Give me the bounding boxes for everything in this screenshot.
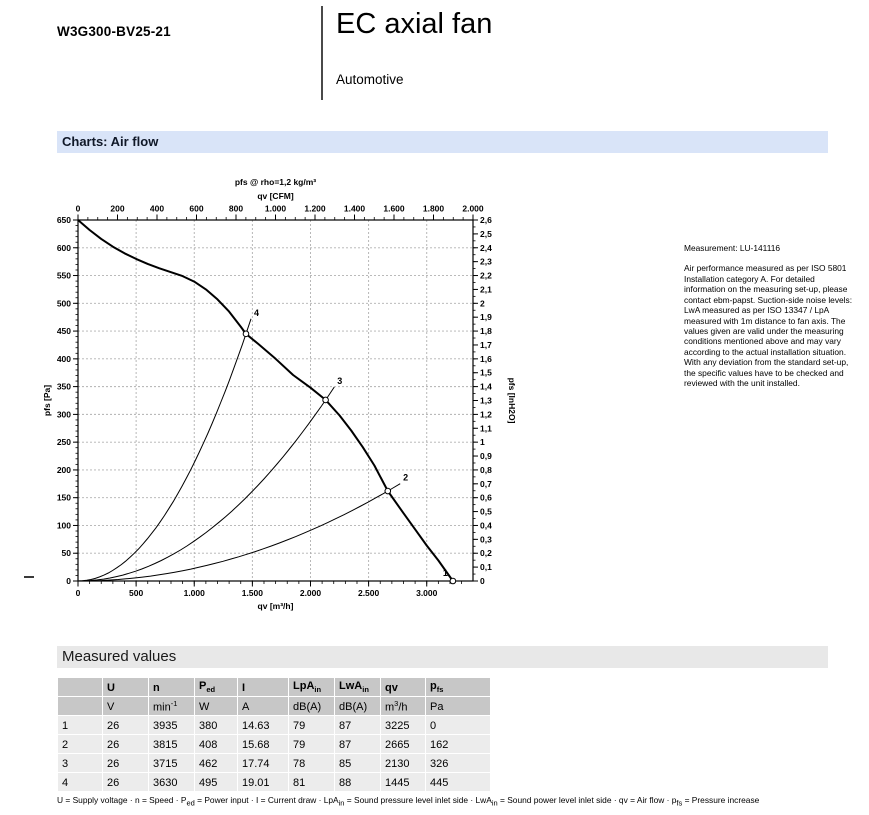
svg-text:1,7: 1,7 [480,339,492,350]
unit-I: A [238,697,288,715]
svg-text:550: 550 [56,270,71,281]
table-row [58,735,490,753]
unit-blank [58,697,102,715]
measurement-disclaimer: Air performance measured as per ISO 5801 Installation category A. For detailed information on the measuring set-up, please contact ebm-papst. Suction-side noise levels: LwA measured as per ISO 13347 / LpA measured with 1m distance to fan axis. The values given are valid under the measuring conditions mentioned above and may vary according to the actual installation situation. With any deviation from the standard set-up, the specific values have to be checked and reviewed with the unit installed. [684,263,853,389]
svg-text:1,1: 1,1 [480,423,492,434]
cell-pfs: 162 [426,735,490,753]
svg-text:1,3: 1,3 [480,395,492,406]
svg-text:450: 450 [56,326,71,337]
cell-U: 26 [103,754,148,772]
svg-text:pfs @ rho=1,2 kg/m³: pfs @ rho=1,2 kg/m³ [234,177,317,187]
svg-text:50: 50 [61,548,71,559]
cell-LwAin: 87 [335,716,380,734]
svg-text:2,4: 2,4 [480,242,492,253]
cell-I: 19.01 [238,773,288,791]
svg-text:1.000: 1.000 [183,588,205,598]
cell-qv: 2130 [381,754,425,772]
svg-text:0: 0 [480,576,485,586]
header-pfs: $p_{fs}$ [426,678,490,696]
svg-text:1,9: 1,9 [480,312,492,323]
cell-LpAin: 79 [289,735,334,753]
cell-U: 26 [103,773,148,791]
page-fold-marker [24,576,34,578]
table-row [58,773,490,791]
unit-LpAin: dB(A) [289,697,334,715]
svg-text:1,5: 1,5 [480,367,492,378]
cell-qv: 2665 [381,735,425,753]
page-title: EC axial fan [336,8,493,40]
table-units-row [58,697,490,715]
measured-values-table [57,677,491,792]
svg-text:4: 4 [254,307,260,318]
svg-text:0,5: 0,5 [480,506,492,517]
svg-text:0,2: 0,2 [480,548,492,559]
svg-text:200: 200 [56,464,71,475]
cell-I: 15.68 [238,735,288,753]
svg-text:qv [m³/h]: qv [m³/h] [257,601,294,611]
svg-text:600: 600 [189,203,204,214]
cell-I: 14.63 [238,716,288,734]
cell-n: 3715 [149,754,194,772]
svg-text:0,4: 0,4 [480,520,492,531]
cell-n: 3815 [149,735,194,753]
row-id: 4 [58,773,102,791]
svg-text:200: 200 [110,203,125,214]
svg-text:100: 100 [56,520,71,531]
cell-Ped: 408 [195,735,237,753]
table-row [58,754,490,772]
header-Ped: $P_{ed}$ [195,678,237,696]
svg-text:0,6: 0,6 [480,492,492,503]
header-divider [321,6,323,100]
svg-text:500: 500 [56,298,71,309]
table-header-row [58,678,490,696]
cell-LpAin: 81 [289,773,334,791]
header-I: I [238,678,288,696]
svg-text:1.600: 1.600 [383,203,405,214]
measurement-id: Measurement: LU-141116 [684,243,781,253]
svg-text:500: 500 [129,588,144,598]
header-LpAin: LpA$_{in}$ [289,678,334,696]
unit-n: $\min^{-1}$ [149,697,194,715]
cell-pfs: 0 [426,716,490,734]
svg-text:0: 0 [66,576,71,586]
svg-text:2.500: 2.500 [357,588,380,598]
unit-Ped: W [195,697,237,715]
unit-pfs: Pa [426,697,490,715]
svg-text:1.500: 1.500 [241,588,264,598]
svg-text:1,8: 1,8 [480,326,492,337]
svg-text:2.000: 2.000 [299,588,322,598]
header-LwAin: LwA$_{in}$ [335,678,380,696]
cell-qv: 1445 [381,773,425,791]
svg-text:pfs [InH2O]: pfs [InH2O] [507,377,517,424]
svg-text:pfs [Pa]: pfs [Pa] [42,384,52,417]
header-blank [58,678,102,696]
unit-U: V [103,697,148,715]
svg-text:350: 350 [56,381,71,392]
row-id: 3 [58,754,102,772]
airflow-chart [38,170,518,615]
svg-text:2,3: 2,3 [480,256,492,267]
cell-pfs: 326 [426,754,490,772]
measurement-notes [684,243,858,388]
svg-text:qv [CFM]: qv [CFM] [257,191,294,201]
svg-text:400: 400 [149,203,165,214]
svg-text:1: 1 [480,437,485,448]
svg-text:2,2: 2,2 [480,270,492,281]
svg-text:0: 0 [75,203,81,214]
cell-Ped: 495 [195,773,237,791]
cell-Ped: 462 [195,754,237,772]
page-subtitle: Automotive [336,72,404,87]
cell-LwAin: 88 [335,773,380,791]
svg-text:2,1: 2,1 [480,284,492,295]
airflow-chart-container [38,170,518,615]
table-row [58,716,490,734]
svg-text:2.000: 2.000 [462,203,484,214]
svg-text:2: 2 [480,298,485,309]
svg-text:1: 1 [442,568,448,578]
header-U: U [103,678,148,696]
svg-text:400: 400 [56,353,71,364]
svg-text:0,1: 0,1 [480,562,492,573]
cell-LwAin: 87 [335,735,380,753]
legend-footnote: U = Supply voltage · n = Speed · $P_{ed}$ = Power input · I = Current draw · LpA$_{in}$ = Sound pressure level inlet side · LwA$_{in}$ = Sound power level inlet side · qv = Air flow · $p_{fs}$ = Pressure increase [57,795,760,808]
cell-Ped: 380 [195,716,237,734]
model-number: W3G300-BV25-21 [57,24,171,39]
cell-qv: 3225 [381,716,425,734]
svg-text:1.800: 1.800 [422,203,445,214]
cell-LwAin: 85 [335,754,380,772]
cell-U: 26 [103,716,148,734]
cell-LpAin: 78 [289,754,334,772]
section-header-measured: Measured values [57,646,828,668]
svg-text:0,7: 0,7 [480,478,492,489]
cell-I: 17.74 [238,754,288,772]
cell-LpAin: 79 [289,716,334,734]
header-n: n [149,678,194,696]
svg-text:2: 2 [403,472,409,483]
svg-text:150: 150 [56,492,71,503]
cell-n: 3630 [149,773,194,791]
svg-text:300: 300 [56,409,71,420]
svg-text:1,6: 1,6 [480,353,492,364]
svg-text:2,5: 2,5 [480,228,492,239]
svg-text:1,4: 1,4 [480,381,492,392]
cell-U: 26 [103,735,148,753]
svg-text:1,2: 1,2 [480,409,492,420]
svg-text:3: 3 [337,376,343,387]
svg-text:250: 250 [56,437,71,448]
svg-text:800: 800 [228,203,244,214]
svg-text:0,9: 0,9 [480,451,492,462]
svg-text:1.200: 1.200 [304,203,326,214]
header-qv: qv [381,678,425,696]
svg-text:0,8: 0,8 [480,464,492,475]
section-header-charts: Charts: Air flow [57,131,828,153]
cell-n: 3935 [149,716,194,734]
row-id: 1 [58,716,102,734]
unit-LwAin: dB(A) [335,697,380,715]
svg-text:2,6: 2,6 [480,215,492,225]
svg-text:600: 600 [56,242,71,253]
cell-pfs: 445 [426,773,490,791]
svg-text:650: 650 [56,215,71,225]
svg-text:0: 0 [75,588,81,598]
row-id: 2 [58,735,102,753]
svg-text:3.000: 3.000 [416,588,438,598]
unit-qv: $m^3/h$ [381,697,425,715]
svg-text:0,3: 0,3 [480,534,492,545]
svg-text:1.400: 1.400 [343,203,366,214]
svg-text:1.000: 1.000 [264,203,287,214]
